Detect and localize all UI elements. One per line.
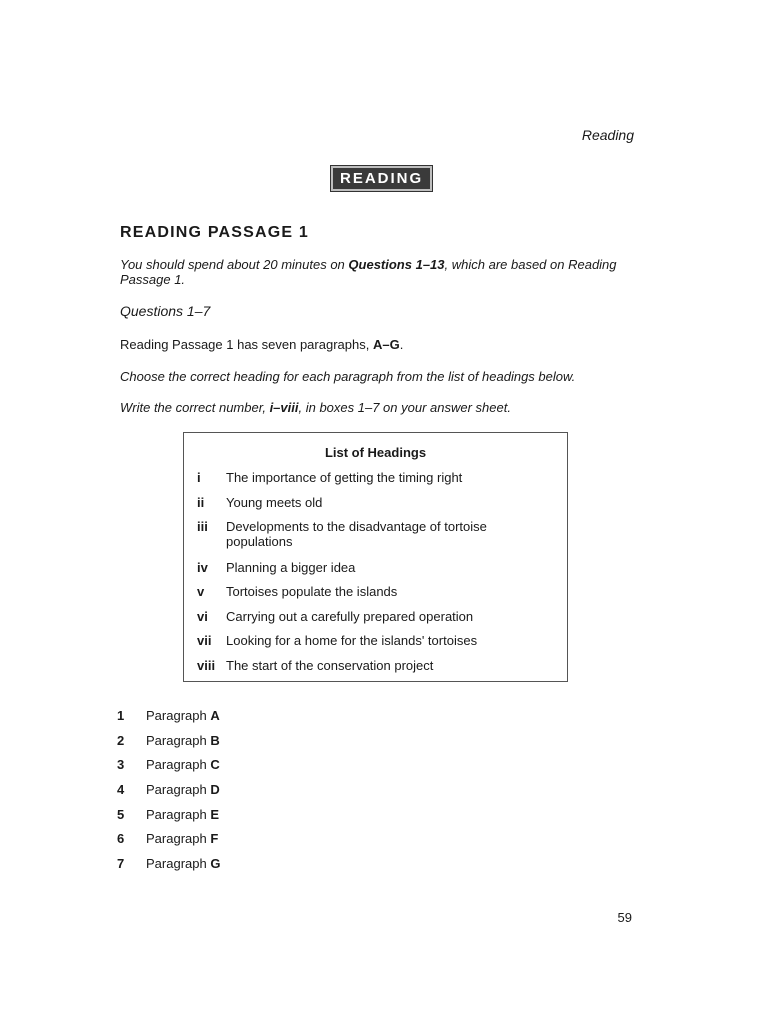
instruction-line-3	[120, 400, 511, 415]
intro-before: You should spend about 20 minutes on	[120, 257, 349, 272]
section-banner: READING	[331, 166, 432, 191]
heading-text: Planning a bigger idea	[226, 560, 356, 575]
question-number: 5	[117, 807, 125, 822]
question-text	[146, 757, 220, 772]
paragraph-label: Paragraph	[146, 757, 207, 772]
question-number: 4	[117, 782, 125, 797]
heading-text: The importance of getting the timing right	[226, 470, 463, 485]
paragraph-letter: C	[210, 757, 220, 772]
heading-number: iii	[197, 519, 208, 534]
question-text	[146, 782, 220, 797]
questions-heading: Questions 1–7	[120, 303, 211, 319]
list-of-headings-box	[183, 432, 568, 682]
question-text	[146, 733, 220, 748]
paragraph-label: Paragraph	[146, 708, 207, 723]
question-text	[146, 708, 220, 723]
instruction-1-after: .	[399, 337, 404, 352]
paragraph-label: Paragraph	[146, 782, 207, 797]
paragraph-label: Paragraph	[146, 733, 207, 748]
paragraph-letter: E	[210, 807, 220, 822]
question-number: 6	[117, 831, 125, 846]
paragraph-letter: B	[210, 733, 220, 748]
heading-text: Carrying out a carefully prepared operation	[226, 609, 474, 624]
paragraph-letter: D	[210, 782, 220, 797]
paragraph-label: Paragraph	[146, 831, 207, 846]
heading-number: viii	[197, 658, 216, 673]
list-of-headings-title: List of Headings	[324, 445, 427, 460]
intro-text	[120, 257, 640, 287]
paragraph-letter: A	[210, 708, 220, 723]
heading-text: Looking for a home for the islands' tortoises	[226, 633, 478, 648]
heading-text: Developments to the disadvantage of tortoise populations	[226, 519, 487, 549]
heading-text: The start of the conservation project	[226, 658, 434, 673]
question-number: 7	[117, 856, 125, 871]
heading-number: i	[197, 470, 201, 485]
heading-number: ii	[197, 495, 205, 510]
instruction-line-2: Choose the correct heading for each paragraph from the list of headings below.	[120, 369, 576, 384]
heading-number: vii	[197, 633, 212, 648]
heading-number: v	[197, 584, 205, 599]
instruction-3-after: , in boxes 1–7 on your answer sheet.	[298, 400, 511, 415]
instruction-3-before: Write the correct number,	[120, 400, 270, 415]
question-text	[146, 856, 220, 871]
passage-title: READING PASSAGE 1	[120, 224, 310, 241]
question-number: 1	[117, 708, 125, 723]
paragraph-label: Paragraph	[146, 807, 207, 822]
intro-after: , which are based on Reading Passage 1.	[120, 257, 617, 287]
page-number: 59	[617, 910, 632, 925]
heading-text: Young meets old	[226, 495, 323, 510]
heading-number: iv	[197, 560, 208, 575]
instruction-1-before: Reading Passage 1 has seven paragraphs,	[120, 337, 373, 352]
question-text	[146, 831, 218, 846]
heading-number: vi	[197, 609, 208, 624]
intro-bold: Questions 1–13	[348, 257, 445, 272]
question-text	[146, 807, 219, 822]
running-head: Reading	[581, 127, 634, 143]
paragraph-letter: G	[210, 856, 221, 871]
paragraph-letter: F	[210, 831, 219, 846]
heading-text: Tortoises populate the islands	[226, 584, 398, 599]
question-number: 3	[117, 757, 125, 772]
paragraph-label: Paragraph	[146, 856, 207, 871]
question-number: 2	[117, 733, 125, 748]
instruction-1-bold: A–G	[372, 337, 400, 352]
instruction-3-bold: i–viii	[269, 400, 299, 415]
instruction-line-1	[120, 337, 403, 352]
